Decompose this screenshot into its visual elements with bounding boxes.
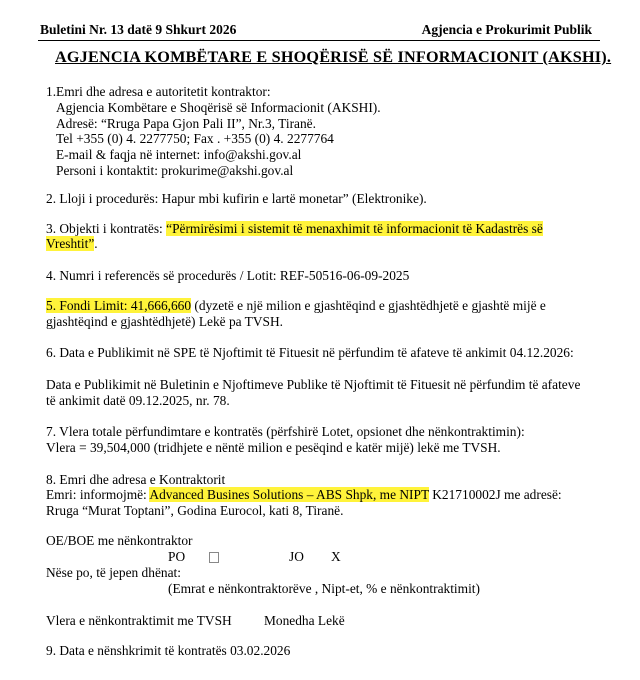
- section-1-heading: 1.Emri dhe adresa e autoritetit kontraktor:: [46, 84, 271, 99]
- contract-object: [46, 221, 543, 237]
- contractor-address: Rruga “Murat Toptani”, Godina Eurocol, kati 8, Tiranë.: [46, 503, 344, 518]
- contract-signing-date: 9. Data e nënshkrimit të kontratës 03.02.2026: [46, 643, 291, 658]
- page-title: AGJENCIA KOMBËTARE E SHOQËRISË SË INFORMACIONIT (AKSHI).: [55, 48, 612, 66]
- contractor-heading: 8. Emri dhe adresa e Kontraktorit: [46, 472, 226, 487]
- authority-email: E-mail & faqja në internet: info@akshi.gov.al: [56, 147, 302, 162]
- contractor-name-label: Emri: informojmë:: [46, 487, 150, 502]
- subcontract-value: Vlera e nënkontraktimit me TVSH: [46, 613, 232, 628]
- subcontract-currency: Monedha Lekë: [264, 613, 345, 628]
- contract-object-label: 3. Objekti i kontratës:: [46, 221, 167, 236]
- procedure-type: 2. Lloji i procedurës: Hapur mbi kufirin e lartë monetar” (Elektronike).: [46, 191, 427, 206]
- contract-object-highlight-cont: Vreshtit”: [46, 236, 95, 251]
- fund-limit-highlight: 5. Fondi Limit: 41,666,660: [46, 298, 192, 313]
- publisher-name: Agjencia e Prokurimit Publik: [421, 22, 592, 37]
- subcontract-jo-label: JO: [289, 549, 304, 564]
- bulletin-publication-date-cont: të ankimit datë 09.12.2025, nr. 78.: [46, 393, 230, 408]
- contractor-nipt: K21710002J me adresë:: [428, 487, 562, 502]
- fund-limit: [46, 298, 546, 314]
- final-contract-value-heading: 7. Vlera totale përfundimtare e kontratës (përfshirë Lotet, opsionet dhe nënkontraktimin):: [46, 424, 525, 439]
- authority-phone: Tel +355 (0) 4. 2277750; Fax . +355 (0) 4. 2277764: [56, 131, 334, 146]
- fund-limit-words: (dyzetë e një milion e gjashtëqind e gjashtëdhjetë e gjashtë mijë e: [191, 298, 546, 313]
- header-divider: [38, 40, 600, 41]
- subcontract-details-prompt: Nëse po, të jepen dhënat:: [46, 565, 181, 580]
- contractor-name-highlight: Advanced Busines Solutions – ABS Shpk, me NIPT: [149, 487, 429, 502]
- fund-limit-words-cont: gjashtëqind e gjashtëdhjetë) Lekë pa TVSH.: [46, 314, 283, 329]
- contractor-name: [46, 487, 562, 503]
- subcontract-fields: (Emrat e nënkontraktorëve , Nipt-et, % e nënkontraktimit): [168, 581, 480, 596]
- subcontract-heading: OE/BOE me nënkontraktor: [46, 533, 193, 548]
- authority-name: Agjencia Kombëtare e Shoqërisë së Informacionit (AKSHI).: [56, 100, 381, 115]
- authority-contact: Personi i kontaktit: prokurime@akshi.gov.al: [56, 163, 294, 178]
- reference-number: 4. Numri i referencës së procedurës / Lotit: REF-50516-06-09-2025: [46, 268, 410, 283]
- contract-object-highlight: “Përmirësimi i sistemit të menaxhimit të informacionit të Kadastrës së: [166, 221, 543, 236]
- subcontract-po-checkbox: [209, 550, 219, 566]
- authority-address: Adresë: “Rruga Papa Gjon Pali II”, Nr.3, Tiranë.: [56, 116, 316, 131]
- subcontract-po-label: PO: [168, 549, 186, 564]
- bulletin-number-date: Buletini Nr. 13 datë 9 Shkurt 2026: [40, 22, 237, 37]
- final-contract-value: Vlera = 39,504,000 (tridhjete e nëntë milion e pesëqind e katër mijë) lekë me TVSH.: [46, 440, 501, 455]
- spe-publication-date: 6. Data e Publikimit në SPE të Njoftimit të Fituesit në përfundim të afateve të ankimit 04.12.2026:: [46, 345, 574, 360]
- subcontract-jo-mark: X: [331, 549, 341, 564]
- contract-object-cont: Vreshtit”.: [46, 236, 98, 251]
- bulletin-publication-date: Data e Publikimit në Buletinin e Njoftimeve Publike të Njoftimit të Fituesit në përfundim të afateve: [46, 377, 581, 392]
